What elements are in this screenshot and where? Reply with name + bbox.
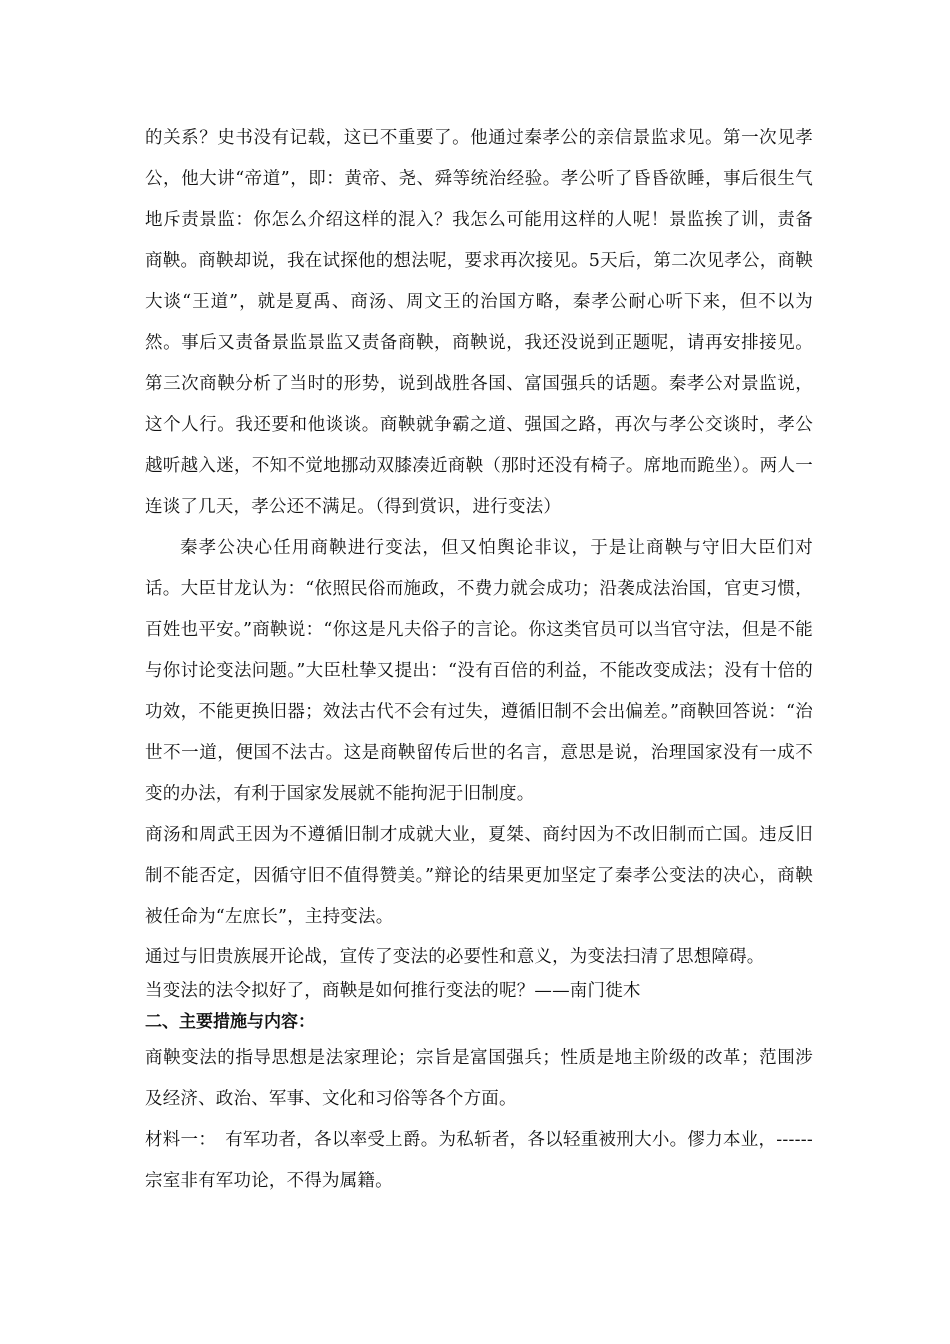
paragraph-guiding-ideology: 商鞅变法的指导思想是法家理论；宗旨是富国强兵；性质是地主阶级的改革；范围涉及经济、政治、军事、文化和习俗等各个方面。	[145, 1048, 813, 1109]
paragraph-material-one: 材料一： 有军功者，各以率受上爵。为私斩者，各以轻重被刑大小。僇力本业，------宗室非有军功论，不得为属籍。	[145, 1130, 813, 1191]
document-page	[145, 118, 813, 1202]
paragraph-debate-with-ministers: 秦孝公决心任用商鞅进行变法，但又怕舆论非议，于是让商鞅与守旧大臣们对话。大臣甘龙认为：“依照民俗而施政，不费力就会成功；沿袭成法治国，官吏习惯，百姓也平安。”商鞅说：“你这是凡夫俗子的言论。你这类官员可以当官守法，但是不能与你讨论变法问题。”大臣杜挚又提出：“没有百倍的利益，不能改变成法；没有十倍的功效，不能更换旧器；效法古代不会有过失，遵循旧制不会出偏差。”商鞅回答说：“治世不一道，便国不法古。这是商鞅留传后世的名言，意思是说，治理国家没有一成不变的办法，有利于国家发展就不能拘泥于旧制度。	[145, 538, 813, 804]
paragraph-audience-with-duke: 的关系？史书没有记载，这已不重要了。他通过秦孝公的亲信景监求见。第一次见孝公，他大讲“帝道”，即：黄帝、尧、舜等统治经验。孝公听了昏昏欲睡，事后很生气地斥责景监：你怎么介绍这样的混入？我怎么可能用这样的人呢！景监挨了训，责备商鞅。商鞅却说，我在试探他的想法呢，要求再次接见。5天后，第二次见孝公，商鞅大谈“王道”，就是夏禹、商汤、周文王的治国方略，秦孝公耐心听下来，但不以为然。事后又责备景监景监又责备商鞅，商鞅说，我还没说到正题呢，请再安排接见。第三次商鞅分析了当时的形势，说到战胜各国、富国强兵的话题。秦孝公对景监说，这个人行。我还要和他谈谈。商鞅就争霸之道、强国之路，再次与孝公交谈时，孝公越听越入迷，不知不觉地挪动双膝凑近商鞅（那时还没有椅子。席地而跪坐）。两人一连谈了几天，孝公还不满足。（得到赏识，进行变法）	[145, 128, 813, 517]
paragraph-debate-significance: 通过与旧贵族展开论战，宣传了变法的必要性和意义，为变法扫清了思想障碍。	[145, 947, 765, 967]
paragraph-south-gate-log: 当变法的法令拟好了，商鞅是如何推行变法的呢？——南门徙木	[145, 981, 641, 1001]
section-heading-measures: 二、主要措施与内容：	[145, 1012, 315, 1032]
paragraph-debate-outcome: 商汤和周武王因为不遵循旧制才成就大业，夏桀、商纣因为不改旧制而亡国。违反旧制不能否定，因循守旧不值得赞美。”辩论的结果更加坚定了秦孝公变法的决心，商鞅被任命为“左庶长”，主持变法。	[145, 825, 813, 927]
